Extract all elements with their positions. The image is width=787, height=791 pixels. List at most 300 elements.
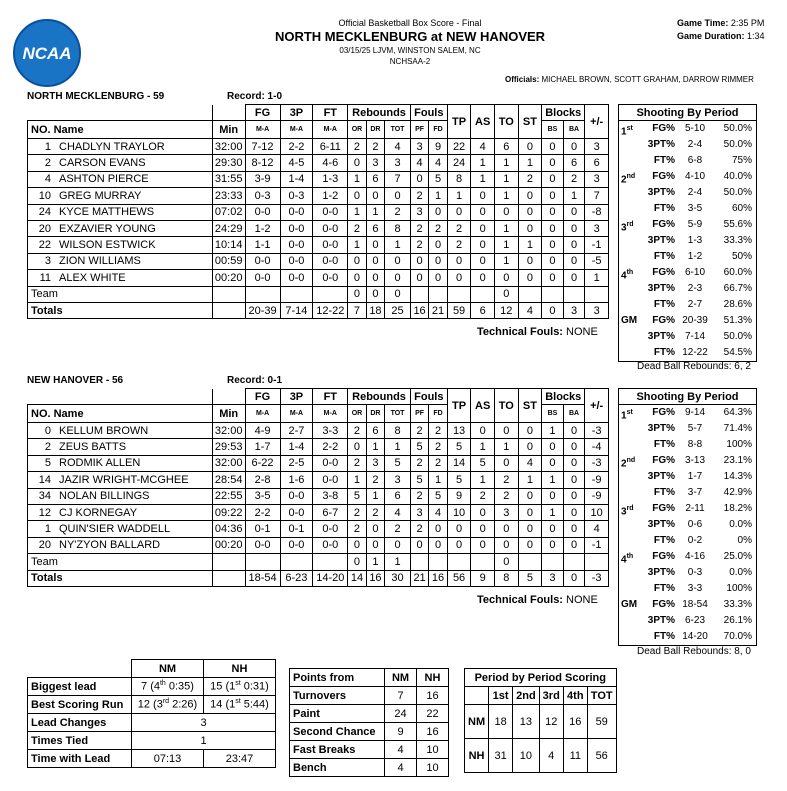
fd-cell: 2 bbox=[429, 439, 447, 455]
player-row bbox=[28, 270, 609, 286]
3p-cell: 1-6 bbox=[280, 472, 313, 488]
total-plus-minus-cell: -3 bbox=[585, 570, 609, 586]
ft-cell: 4-6 bbox=[313, 155, 348, 171]
percentage: 28.6% bbox=[723, 299, 752, 310]
period-label bbox=[619, 613, 645, 629]
category-label: Fast Breaks bbox=[290, 741, 385, 759]
3p-cell: 0-0 bbox=[280, 537, 313, 553]
3p-cell: 0-0 bbox=[280, 270, 313, 286]
3p-cell: 0-1 bbox=[280, 521, 313, 537]
to-cell: 1 bbox=[494, 253, 518, 269]
tot-cell: 0 bbox=[385, 537, 411, 553]
fouls-header: Fouls bbox=[410, 389, 447, 405]
ba-header: BA bbox=[563, 405, 585, 423]
ft-cell: 6-7 bbox=[313, 504, 348, 520]
period-score: 31 bbox=[489, 739, 513, 773]
player-name: EXZAVIER YOUNG bbox=[59, 222, 156, 235]
tot-cell: 0 bbox=[385, 188, 411, 204]
tot-cell: 3 bbox=[385, 155, 411, 171]
period-header: 4th bbox=[563, 687, 587, 705]
nh-value: 23:47 bbox=[204, 750, 276, 768]
st-cell: 0 bbox=[518, 537, 542, 553]
shooting-row bbox=[619, 137, 756, 153]
tp-cell: 24 bbox=[447, 155, 471, 171]
lead-changes-row bbox=[28, 714, 276, 732]
no-name-header: NO. Name bbox=[28, 405, 213, 423]
fd-cell: 2 bbox=[429, 455, 447, 471]
or-cell: 2 bbox=[348, 139, 366, 155]
as-cell: 0 bbox=[471, 504, 495, 520]
percentage: 51.3% bbox=[723, 315, 752, 326]
to-header: TO bbox=[494, 389, 518, 423]
row-label: Time with Lead bbox=[28, 750, 132, 768]
bs-cell: 0 bbox=[542, 155, 564, 171]
shooting-row bbox=[619, 169, 756, 185]
team-row bbox=[28, 286, 609, 302]
period-scoring-table bbox=[464, 668, 617, 773]
player-number: 5 bbox=[44, 457, 51, 470]
total-ba-cell: 3 bbox=[563, 302, 585, 318]
to-cell: 0 bbox=[494, 537, 518, 553]
tp-cell: 5 bbox=[447, 472, 471, 488]
team-2-record: Record: 0-1 bbox=[227, 375, 283, 386]
box-score-table bbox=[27, 104, 609, 319]
game-duration: 1:34 bbox=[747, 31, 765, 41]
ft-cell: 1-2 bbox=[313, 188, 348, 204]
ft-cell: 1-3 bbox=[313, 171, 348, 187]
as-cell: 0 bbox=[471, 220, 495, 236]
nh-value: 14 (1st 5:44) bbox=[204, 696, 276, 714]
dr-cell: 6 bbox=[366, 171, 384, 187]
made-attempted: 5-9 bbox=[687, 219, 703, 230]
officials-names: MICHAEL BROWN, SCOTT GRAHAM, DARROW RIMMER bbox=[541, 75, 754, 84]
period-label bbox=[619, 153, 645, 169]
pf-cell: 4 bbox=[410, 155, 428, 171]
to-cell: 1 bbox=[494, 439, 518, 455]
or-header: OR bbox=[348, 405, 366, 423]
total-as-cell: 6 bbox=[471, 302, 495, 318]
nm-value: 9 bbox=[385, 723, 417, 741]
made-attempted: 5-7 bbox=[687, 423, 703, 434]
percentage: 66.7% bbox=[723, 283, 752, 294]
tot-header: TOT bbox=[385, 405, 411, 423]
fg-header: FG bbox=[245, 105, 280, 121]
date-venue: 03/15/25 LJVM, WINSTON SALEM, NC bbox=[339, 46, 481, 55]
player-row bbox=[28, 253, 609, 269]
period-header: 3rd bbox=[539, 687, 563, 705]
to-cell: 0 bbox=[494, 521, 518, 537]
dr-cell: 0 bbox=[366, 270, 384, 286]
min-cell: 31:55 bbox=[212, 171, 245, 187]
pf-cell: 2 bbox=[410, 488, 428, 504]
fd-cell: 2 bbox=[429, 220, 447, 236]
period-score: 16 bbox=[563, 705, 587, 739]
row-label: Times Tied bbox=[28, 732, 132, 750]
st-cell: 0 bbox=[518, 188, 542, 204]
3p-header: 3P bbox=[280, 389, 313, 405]
player-row bbox=[28, 237, 609, 253]
dr-cell: 2 bbox=[366, 139, 384, 155]
tp-cell: 0 bbox=[447, 521, 471, 537]
fg-cell: 0-0 bbox=[245, 270, 280, 286]
player-name-cell bbox=[28, 439, 213, 455]
percentage: 75% bbox=[731, 155, 752, 166]
period-label bbox=[619, 233, 645, 249]
player-name: WILSON ESTWICK bbox=[59, 239, 156, 252]
player-name-cell bbox=[28, 220, 213, 236]
shooting-row bbox=[619, 233, 756, 249]
period-header: 1st bbox=[489, 687, 513, 705]
blocks-header: Blocks bbox=[542, 105, 585, 121]
ft-cell: 0-0 bbox=[313, 220, 348, 236]
pf-cell: 0 bbox=[410, 537, 428, 553]
dr-cell: 1 bbox=[366, 554, 384, 570]
total-ba-cell: 0 bbox=[563, 570, 585, 586]
to-cell: 1 bbox=[494, 220, 518, 236]
made-attempted: 9-14 bbox=[684, 407, 705, 418]
shooting-row bbox=[619, 281, 756, 297]
st-cell: 0 bbox=[518, 220, 542, 236]
total-3p-cell: 6-23 bbox=[280, 570, 313, 586]
ft-cell: 3-8 bbox=[313, 488, 348, 504]
pf-cell: 2 bbox=[410, 188, 428, 204]
as-cell: 0 bbox=[471, 204, 495, 220]
shooting-row bbox=[619, 297, 756, 313]
tot-cell: 1 bbox=[385, 554, 411, 570]
to-cell: 0 bbox=[494, 554, 518, 570]
ft-cell: 0-0 bbox=[313, 472, 348, 488]
plus-minus-cell: 7 bbox=[585, 188, 609, 204]
period-label bbox=[619, 201, 645, 217]
min-cell: 28:54 bbox=[212, 472, 245, 488]
plus-minus-header: +/- bbox=[585, 389, 609, 423]
player-number: 20 bbox=[38, 222, 51, 235]
player-row bbox=[28, 488, 609, 504]
tot-cell: 8 bbox=[385, 220, 411, 236]
as-cell: 0 bbox=[471, 537, 495, 553]
pf-cell: 5 bbox=[410, 439, 428, 455]
dr-cell: 2 bbox=[366, 504, 384, 520]
percentage: 14.3% bbox=[723, 471, 752, 482]
team-2-shooting-by-period bbox=[618, 388, 757, 646]
or-cell: 0 bbox=[348, 253, 366, 269]
percentage: 64.3% bbox=[723, 407, 752, 418]
shooting-row bbox=[619, 329, 756, 345]
player-name: JAZIR WRIGHT-MCGHEE bbox=[59, 473, 189, 486]
plus-minus-cell: -9 bbox=[585, 488, 609, 504]
ba-cell: 0 bbox=[563, 472, 585, 488]
ft-cell: 2-2 bbox=[313, 439, 348, 455]
to-cell: 2 bbox=[494, 472, 518, 488]
percentage: 50.0% bbox=[723, 187, 752, 198]
fg-cell: 2-2 bbox=[245, 504, 280, 520]
tot-cell: 1 bbox=[385, 439, 411, 455]
nm-value: 7 (4th 0:35) bbox=[132, 678, 204, 696]
nm-header: NM bbox=[385, 669, 417, 687]
min-cell: 29:53 bbox=[212, 439, 245, 455]
made-attempted: 1-2 bbox=[687, 251, 703, 262]
total-bs-cell: 0 bbox=[542, 302, 564, 318]
bs-cell: 0 bbox=[542, 439, 564, 455]
as-cell: 1 bbox=[471, 439, 495, 455]
fd-cell: 9 bbox=[429, 139, 447, 155]
tp-cell: 13 bbox=[447, 423, 471, 439]
shooting-row bbox=[619, 613, 756, 629]
or-cell: 0 bbox=[348, 554, 366, 570]
player-name: CJ KORNEGAY bbox=[59, 506, 138, 519]
or-cell: 0 bbox=[348, 286, 366, 302]
player-name: KYCE MATTHEWS bbox=[59, 206, 155, 219]
ba-cell: 0 bbox=[563, 504, 585, 520]
bs-cell: 0 bbox=[542, 188, 564, 204]
nh-value: 15 (1st 0:31) bbox=[204, 678, 276, 696]
made-attempted: 6-10 bbox=[684, 267, 705, 278]
nh-value: 22 bbox=[417, 705, 449, 723]
rebounds-header: Rebounds bbox=[348, 105, 411, 121]
player-number: 24 bbox=[38, 206, 51, 219]
percentage: 25.0% bbox=[723, 551, 752, 562]
tp-cell: 2 bbox=[447, 220, 471, 236]
or-cell: 2 bbox=[348, 220, 366, 236]
to-cell: 3 bbox=[494, 504, 518, 520]
made-attempted: 2-4 bbox=[687, 187, 703, 198]
total-dr-cell: 18 bbox=[366, 302, 384, 318]
tot-cell: 2 bbox=[385, 521, 411, 537]
period-scoring-row bbox=[465, 705, 617, 739]
period-label bbox=[619, 249, 645, 265]
plus-minus-cell: -3 bbox=[585, 455, 609, 471]
shooting-row bbox=[619, 517, 756, 533]
player-name-cell bbox=[28, 504, 213, 520]
percentage: 100% bbox=[726, 583, 752, 594]
as-cell: 2 bbox=[471, 488, 495, 504]
event-name: NCHSAA-2 bbox=[389, 57, 431, 66]
dr-header: DR bbox=[366, 121, 384, 139]
st-cell: 4 bbox=[518, 455, 542, 471]
period-label: 3rd bbox=[621, 505, 634, 518]
total-as-cell: 9 bbox=[471, 570, 495, 586]
min-cell: 32:00 bbox=[212, 455, 245, 471]
fd-cell: 1 bbox=[429, 188, 447, 204]
total-or-cell: 7 bbox=[348, 302, 366, 318]
best-scoring-run-row bbox=[28, 696, 276, 714]
bs-header: BS bbox=[542, 405, 564, 423]
tot-cell: 5 bbox=[385, 455, 411, 471]
made-attempted: 7-14 bbox=[684, 331, 705, 342]
stat-label: FT% bbox=[653, 155, 675, 166]
made-attempted: 0-2 bbox=[687, 535, 703, 546]
tech-fouls-value: NONE bbox=[566, 326, 598, 338]
period-score: 56 bbox=[587, 739, 616, 773]
player-number: 10 bbox=[38, 189, 51, 202]
tp-cell: 22 bbox=[447, 139, 471, 155]
player-name-cell bbox=[28, 537, 213, 553]
player-name: ALEX WHITE bbox=[59, 271, 126, 284]
ba-header: BA bbox=[563, 121, 585, 139]
ba-cell: 6 bbox=[563, 155, 585, 171]
ba-cell: 0 bbox=[563, 253, 585, 269]
stat-label: FT% bbox=[653, 487, 675, 498]
player-name-cell bbox=[28, 253, 213, 269]
player-name: RODMIK ALLEN bbox=[59, 457, 141, 470]
pf-header: PF bbox=[410, 405, 428, 423]
player-row bbox=[28, 188, 609, 204]
tp-cell: 10 bbox=[447, 504, 471, 520]
game-duration-label: Game Duration: bbox=[677, 31, 745, 41]
totals-row bbox=[28, 302, 609, 318]
team-label: Team bbox=[28, 554, 213, 570]
fg-cell: 0-0 bbox=[245, 537, 280, 553]
to-cell: 2 bbox=[494, 488, 518, 504]
percentage: 60.0% bbox=[723, 267, 752, 278]
player-number: 2 bbox=[44, 441, 51, 454]
stat-label: FT% bbox=[653, 299, 675, 310]
team-1-shooting-by-period bbox=[618, 104, 757, 362]
player-number: 1 bbox=[44, 523, 51, 536]
player-name-cell bbox=[28, 171, 213, 187]
min-cell: 29:30 bbox=[212, 155, 245, 171]
player-name: CARSON EVANS bbox=[59, 157, 146, 170]
plus-minus-cell: 3 bbox=[585, 220, 609, 236]
player-row bbox=[28, 537, 609, 553]
period-label bbox=[619, 329, 645, 345]
category-label: Paint bbox=[290, 705, 385, 723]
percentage: 60% bbox=[731, 203, 752, 214]
ba-cell: 2 bbox=[563, 171, 585, 187]
player-row bbox=[28, 455, 609, 471]
made-attempted: 2-4 bbox=[687, 139, 703, 150]
percentage: 42.9% bbox=[723, 487, 752, 498]
ft-header: FT bbox=[313, 389, 348, 405]
dr-cell: 3 bbox=[366, 155, 384, 171]
3p-cell: 2-5 bbox=[280, 455, 313, 471]
period-label bbox=[619, 581, 645, 597]
tech-fouls-value: NONE bbox=[566, 594, 598, 606]
points-from-table bbox=[289, 668, 449, 777]
stat-label: FT% bbox=[653, 347, 675, 358]
stat-label: FT% bbox=[653, 251, 675, 262]
player-number: 4 bbox=[44, 173, 51, 186]
or-cell: 2 bbox=[348, 504, 366, 520]
dr-cell: 3 bbox=[366, 455, 384, 471]
player-name: ZEUS BATTS bbox=[59, 441, 127, 454]
percentage: 18.2% bbox=[723, 503, 752, 514]
fd-cell: 5 bbox=[429, 171, 447, 187]
ft-cell: 0-0 bbox=[313, 253, 348, 269]
player-number: 11 bbox=[39, 271, 51, 284]
period-label: 4th bbox=[621, 553, 634, 566]
total-st-cell: 4 bbox=[518, 302, 542, 318]
stat-label: 3PT% bbox=[647, 423, 675, 434]
nh-value: 16 bbox=[417, 687, 449, 705]
stat-label: FG% bbox=[652, 407, 675, 418]
shooting-row bbox=[619, 469, 756, 485]
game-time-info bbox=[677, 17, 765, 43]
lead-stats-table bbox=[27, 659, 276, 768]
percentage: 50.0% bbox=[723, 123, 752, 134]
as-cell: 1 bbox=[471, 472, 495, 488]
nm-value: 7 bbox=[385, 687, 417, 705]
game-time: 2:35 PM bbox=[730, 18, 765, 28]
total-bs-cell: 3 bbox=[542, 570, 564, 586]
min-cell: 22:55 bbox=[212, 488, 245, 504]
as-cell: 4 bbox=[471, 139, 495, 155]
min-cell: 00:20 bbox=[212, 537, 245, 553]
st-cell: 0 bbox=[518, 139, 542, 155]
tech-fouls-label: Technical Fouls: bbox=[477, 594, 563, 606]
shooting-row bbox=[619, 581, 756, 597]
nm-value: 12 (3rd 2:26) bbox=[132, 696, 204, 714]
3p-header: 3P bbox=[280, 105, 313, 121]
stat-label: 3PT% bbox=[647, 615, 675, 626]
st-cell: 0 bbox=[518, 204, 542, 220]
ba-cell: 0 bbox=[563, 237, 585, 253]
team-1-box-score bbox=[27, 104, 609, 319]
bs-cell: 0 bbox=[542, 521, 564, 537]
made-attempted: 4-10 bbox=[684, 171, 705, 182]
bs-cell: 0 bbox=[542, 270, 564, 286]
fg-cell: 3-9 bbox=[245, 171, 280, 187]
player-row bbox=[28, 521, 609, 537]
shooting-row bbox=[619, 185, 756, 201]
fg-cell: 6-22 bbox=[245, 455, 280, 471]
tot-cell: 0 bbox=[385, 286, 411, 302]
stat-label: 3PT% bbox=[647, 283, 675, 294]
fg-cell: 2-8 bbox=[245, 472, 280, 488]
player-name-cell bbox=[28, 423, 213, 439]
period-label bbox=[619, 517, 645, 533]
plus-minus-cell: 4 bbox=[585, 521, 609, 537]
min-cell: 23:33 bbox=[212, 188, 245, 204]
stat-label: FG% bbox=[652, 455, 675, 466]
made-attempted: 3-5 bbox=[687, 203, 703, 214]
total-tot-cell: 30 bbox=[385, 570, 411, 586]
tp-cell: 1 bbox=[447, 188, 471, 204]
team-2-title: NEW HANOVER - 56 bbox=[27, 375, 124, 386]
3p-cell: 0-3 bbox=[280, 188, 313, 204]
bs-cell: 0 bbox=[542, 204, 564, 220]
stat-label: FT% bbox=[653, 439, 675, 450]
shooting-row bbox=[619, 549, 756, 565]
player-row bbox=[28, 139, 609, 155]
dr-cell: 0 bbox=[366, 537, 384, 553]
bs-cell: 0 bbox=[542, 253, 564, 269]
shooting-title: Shooting By Period bbox=[619, 389, 756, 405]
3p-cell: 2-7 bbox=[280, 423, 313, 439]
nm-value: 4 bbox=[385, 759, 417, 777]
fg-ma-header: M-A bbox=[245, 121, 280, 139]
no-name-header: NO. Name bbox=[28, 121, 213, 139]
row-label: Biggest lead bbox=[28, 678, 132, 696]
ba-cell: 0 bbox=[563, 423, 585, 439]
ft-cell: 0-0 bbox=[313, 537, 348, 553]
percentage: 54.5% bbox=[723, 347, 752, 358]
shooting-row bbox=[619, 485, 756, 501]
period-label bbox=[619, 469, 645, 485]
total-tot-cell: 25 bbox=[385, 302, 411, 318]
percentage: 100% bbox=[726, 439, 752, 450]
period-label bbox=[619, 533, 645, 549]
fg-cell: 0-1 bbox=[245, 521, 280, 537]
or-cell: 2 bbox=[348, 423, 366, 439]
plus-minus-cell: 3 bbox=[585, 139, 609, 155]
3p-cell: 0-0 bbox=[280, 253, 313, 269]
box-score-type: Official Basketball Box Score - Final bbox=[338, 18, 482, 28]
header-center bbox=[200, 18, 620, 66]
shooting-row bbox=[619, 249, 756, 265]
percentage: 33.3% bbox=[723, 599, 752, 610]
made-attempted: 14-20 bbox=[682, 631, 708, 642]
